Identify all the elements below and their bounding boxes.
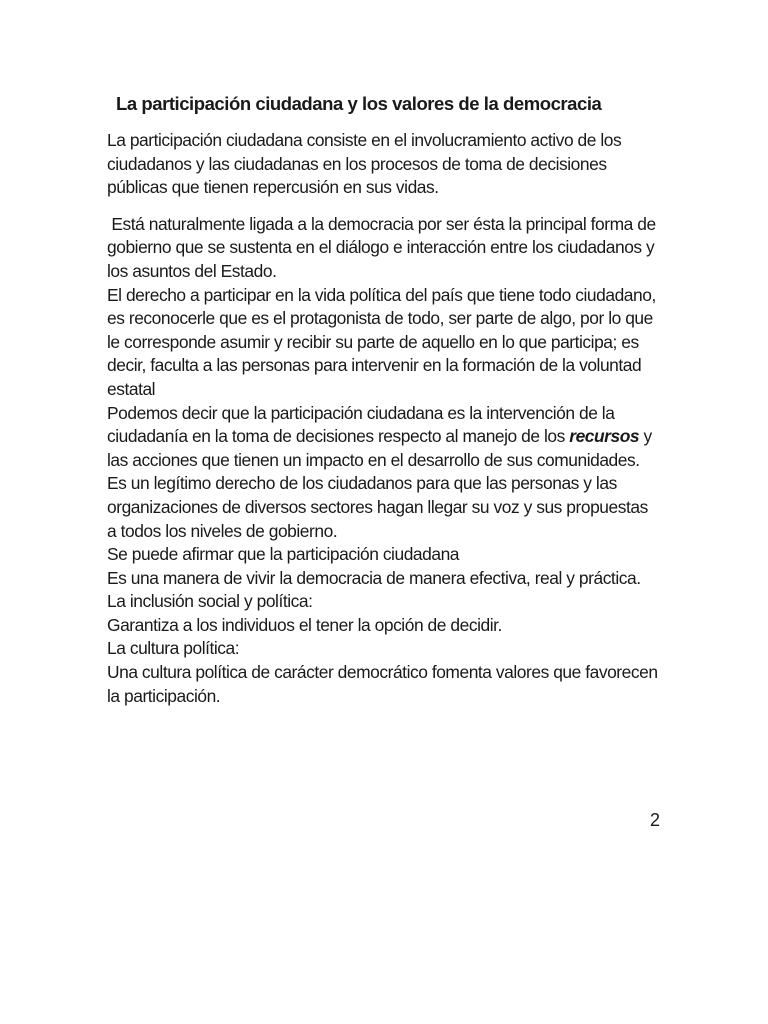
page-number: 2 (649, 810, 660, 830)
section-heading-inclusion: La inclusión social y política: (107, 591, 313, 612)
text-line: públicas que tienen repercusión en sus vidas. (107, 177, 439, 198)
text-line: ciudadanos y las ciudadanas en los procesos de toma de decisiones (107, 153, 607, 174)
text-line: es reconocerle que es el protagonista de todo, ser parte de algo, por lo que (107, 308, 653, 329)
text-line: le corresponde asumir y recibir su parte de aquello en lo que participa; es (107, 331, 639, 352)
text-line: Una cultura política de carácter democrático fomenta valores que favorecen (107, 662, 658, 683)
intro-paragraph (107, 129, 667, 200)
text-line: la participación. (107, 685, 221, 706)
text-line: La participación ciudadana consiste en el involucramiento activo de los (107, 130, 622, 150)
recursos-after: y (639, 426, 652, 447)
text-line-recursos (107, 425, 667, 449)
document-body (107, 129, 667, 708)
section-heading-cultura: La cultura política: (107, 638, 240, 659)
text-line: Garantiza a los individuos el tener la opción de decidir. (107, 614, 502, 635)
recursos-emphasis: recursos (569, 426, 640, 447)
text-line: estatal (107, 378, 156, 399)
body-paragraph (107, 213, 667, 708)
document-title: La participación ciudadana y los valores de la democracia (116, 93, 602, 114)
text-line: decir, faculta a las personas para intervenir en la formación de la voluntad (107, 355, 642, 376)
text-line: Podemos decir que la participación ciudadana es la intervención de la (107, 402, 615, 423)
text-line: Es un legítimo derecho de los ciudadanos para que las personas y las (107, 473, 617, 494)
text-line: las acciones que tienen un impacto en el desarrollo de sus comunidades. (107, 449, 640, 470)
text-line: los asuntos del Estado. (107, 260, 277, 281)
text-line: gobierno que se sustenta en el diálogo e interacción entre los ciudadanos y (107, 237, 655, 258)
text-line: organizaciones de diversos sectores hagan llegar su voz y sus propuestas (107, 496, 648, 517)
text-line: a todos los niveles de gobierno. (107, 520, 338, 541)
recursos-before: ciudadanía en la toma de decisiones respecto al manejo de los (107, 426, 570, 447)
text-line: Está naturalmente ligada a la democracia por ser ésta la principal forma de (107, 213, 656, 234)
text-line: Se puede afirmar que la participación ciudadana (107, 544, 460, 565)
text-line: El derecho a participar en la vida política del país que tiene todo ciudadano, (107, 284, 656, 305)
text-line: Es una manera de vivir la democracia de manera efectiva, real y práctica. (107, 567, 641, 588)
